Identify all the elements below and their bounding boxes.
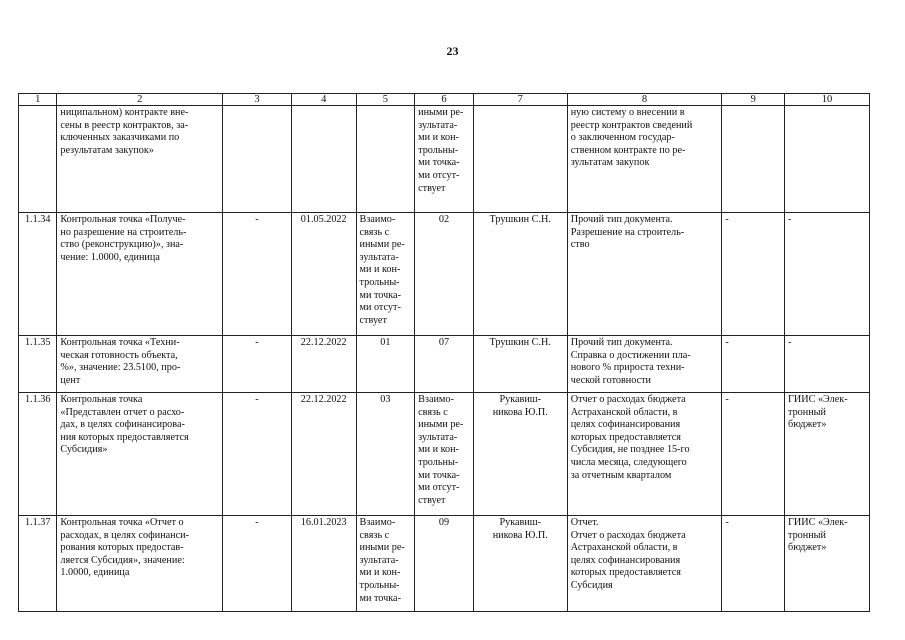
cell-col3: - [223, 516, 292, 612]
responsible-cell: Трушкин С.Н. [473, 336, 567, 393]
document-cell: Прочий тип документа. Разрешение на строитель- ство [567, 213, 722, 336]
system-cell: - [785, 213, 870, 336]
control-points-table [18, 93, 870, 612]
description-cell: Контрольная точка «Техни- ческая готовность объекта, %», значение: 23.5100, про- цент [57, 336, 223, 393]
header-cell: 1 [19, 94, 57, 106]
header-cell: 2 [57, 94, 223, 106]
date-cell [291, 106, 356, 213]
header-row [19, 94, 870, 106]
table-row [19, 393, 870, 516]
responsible-cell: Рукавиш- никова Ю.П. [473, 516, 567, 612]
responsible-cell: Рукавиш- никова Ю.П. [473, 393, 567, 516]
cell-col9: - [722, 213, 785, 336]
row-number-cell: 1.1.37 [19, 516, 57, 612]
responsible-cell: Трушкин С.Н. [473, 213, 567, 336]
description-cell: Контрольная точка «Получе- но разрешение на строитель- ство (реконструкцию)», зна- чение: 1.0000, единица [57, 213, 223, 336]
header-cell: 6 [415, 94, 474, 106]
description-cell: Контрольная точка «Представлен отчет о расхо- дах, в целях софинансирова- ния которых предоставляется Субсидия» [57, 393, 223, 516]
code-cell: иными ре- зультата- ми и кон- трольны- ми точка- ми отсут- ствует [415, 106, 474, 213]
row-number-cell: 1.1.34 [19, 213, 57, 336]
system-cell: ГИИС «Элек- тронный бюджет» [785, 393, 870, 516]
system-cell [785, 106, 870, 213]
table-row [19, 106, 870, 213]
cell-col9: - [722, 336, 785, 393]
date-cell: 22.12.2022 [291, 336, 356, 393]
header-cell: 7 [473, 94, 567, 106]
code-cell: 02 [415, 213, 474, 336]
code-cell: 07 [415, 336, 474, 393]
table-row [19, 336, 870, 393]
cell-col3: - [223, 336, 292, 393]
header-cell: 5 [356, 94, 415, 106]
code-cell: Взаимо- связь с иными ре- зультата- ми и кон- трольны- ми точка- ми отсут- ствует [415, 393, 474, 516]
header-cell: 4 [291, 94, 356, 106]
table-row [19, 213, 870, 336]
document-cell: Отчет. Отчет о расходах бюджета Астраханской области, в целях софинансирования которых предоставляется Субсидия [567, 516, 722, 612]
header-cell: 10 [785, 94, 870, 106]
row-number-cell: 1.1.35 [19, 336, 57, 393]
cell-col3: - [223, 393, 292, 516]
row-number-cell: 1.1.36 [19, 393, 57, 516]
row-number-cell [19, 106, 57, 213]
document-cell: Прочий тип документа. Справка о достижении пла- нового % прироста техни- ческой готовности [567, 336, 722, 393]
table-row [19, 516, 870, 612]
relation-cell: 01 [356, 336, 415, 393]
relation-cell: 03 [356, 393, 415, 516]
document-cell: ную систему о внесении в реестр контрактов сведений о заключенном государ- ственном контракте по ре- зультатам закупок [567, 106, 722, 213]
cell-col9: - [722, 516, 785, 612]
system-cell: - [785, 336, 870, 393]
relation-cell: Взаимо- связь с иными ре- зультата- ми и кон- трольны- ми точка- ми отсут- ствует [356, 213, 415, 336]
relation-cell [356, 106, 415, 213]
page-number: 23 [446, 44, 459, 58]
relation-cell: Взаимо- связь с иными ре- зультата- ми и кон- трольны- ми точка- [356, 516, 415, 612]
cell-col3 [223, 106, 292, 213]
header-cell: 3 [223, 94, 292, 106]
header-cell: 8 [567, 94, 722, 106]
cell-col9: - [722, 393, 785, 516]
code-cell: 09 [415, 516, 474, 612]
description-cell: Контрольная точка «Отчет о расходах, в целях софинанси- рования которых предостав- ляется Субсидия», значение: 1.0000, единица [57, 516, 223, 612]
cell-col3: - [223, 213, 292, 336]
header-cell: 9 [722, 94, 785, 106]
date-cell: 01.05.2022 [291, 213, 356, 336]
date-cell: 22.12.2022 [291, 393, 356, 516]
document-cell: Отчет о расходах бюджета Астраханской области, в целях софинансирования которых предоставляется Субсидия, не позднее 15-го числа месяца, следующего за отчетным кварталом [567, 393, 722, 516]
system-cell: ГИИС «Элек- тронный бюджет» [785, 516, 870, 612]
description-cell: ниципальном) контракте вне- сены в реестр контрактов, за- ключенных заказчиками по результатам закупок» [57, 106, 223, 213]
responsible-cell [473, 106, 567, 213]
date-cell: 16.01.2023 [291, 516, 356, 612]
cell-col9 [722, 106, 785, 213]
